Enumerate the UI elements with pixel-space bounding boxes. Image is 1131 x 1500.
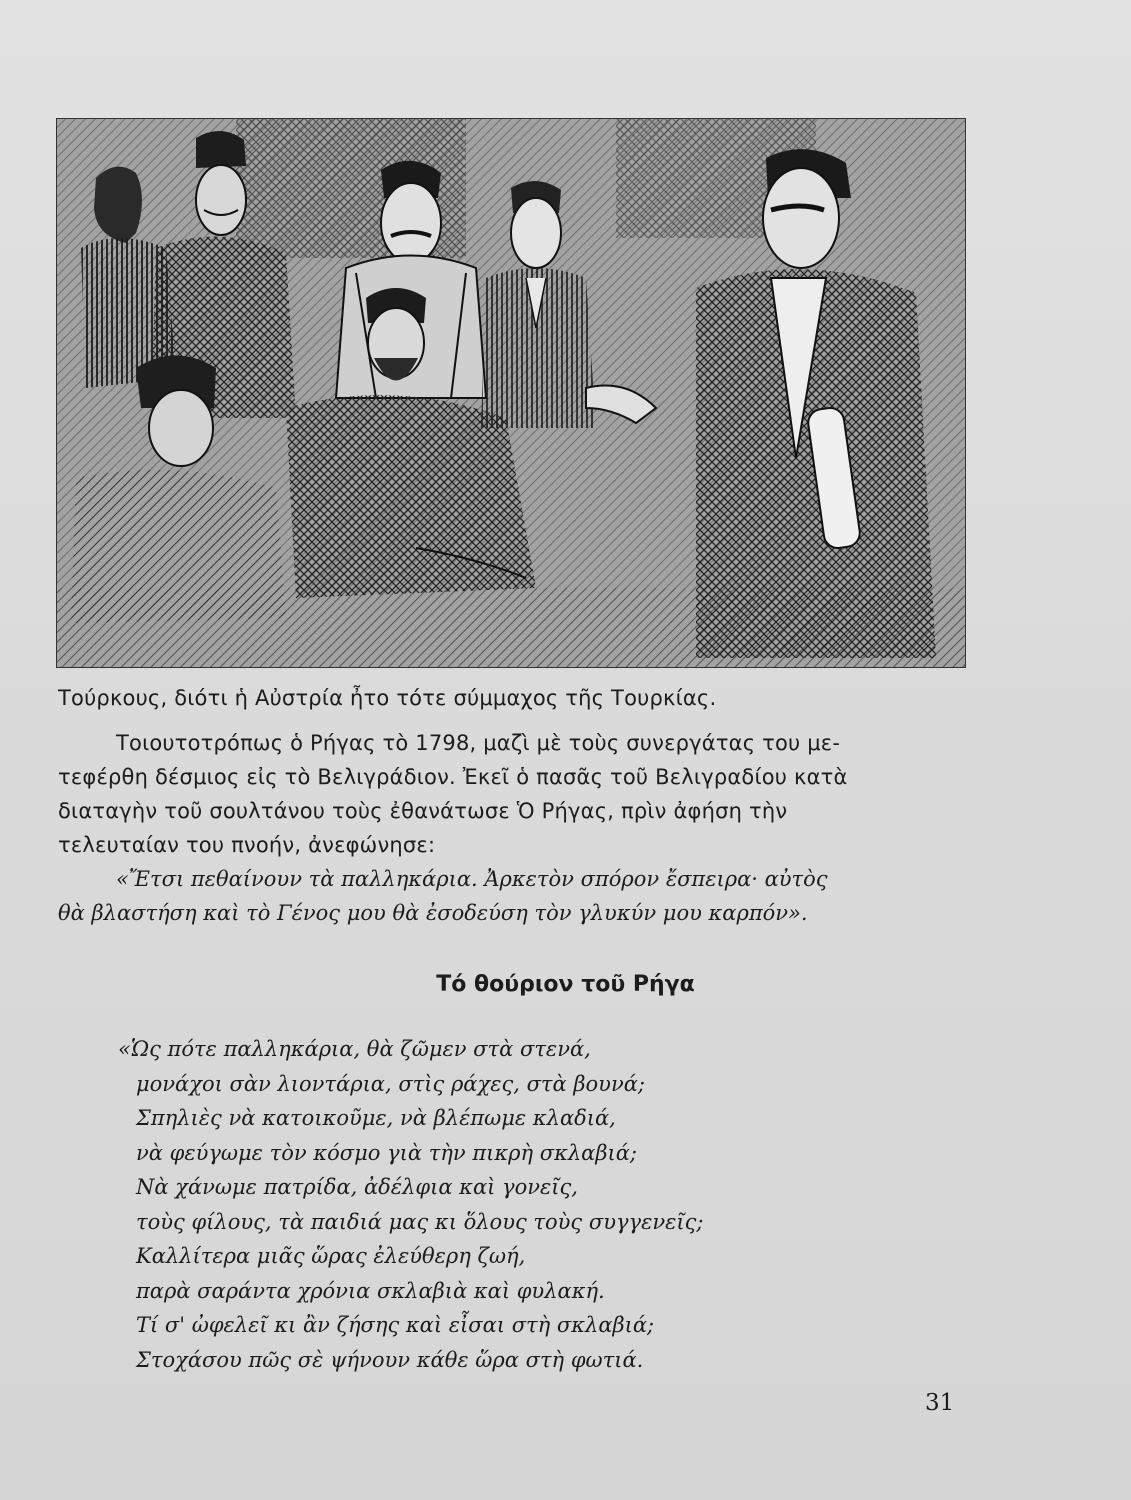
poem-line: Καλλίτερα μιᾶς ὥρας ἐλεύθερη ζωή, — [136, 1244, 526, 1268]
section-heading: Τό θούριον τοῦ Ρήγα — [436, 972, 695, 997]
quote-line: θὰ βλαστήση καὶ τὸ Γένος μου θὰ ἐσοδεύση τὸν γλυκύν μου καρπόν». — [58, 901, 808, 925]
body-line: Τούρκους, διότι ἡ Αὐστρία ἦτο τότε σύμμαχος τῆς Τουρκίας. — [58, 686, 717, 710]
engraving-illustration — [56, 118, 966, 668]
rigas-quote — [58, 862, 948, 930]
body-line: τεφέρθη δέσμιος εἰς τὸ Βελιγράδιον. Ἐκεῖ ὁ πασᾶς τοῦ Βελιγραδίου κατὰ — [58, 765, 848, 789]
poem-line: τοὺς φίλους, τὰ παιδιά μας κι ὅλους τοὺς συγγενεῖς; — [136, 1209, 704, 1234]
poem-line: νὰ φεύγωμε τὸν κόσμο γιὰ τὴν πικρὴ σκλαβιά; — [136, 1140, 637, 1165]
body-line: διαταγὴν τοῦ σουλτάνου τοὺς ἐθανάτωσε Ὁ Ρήγας, πρὶν ἀφήση τὴν — [58, 799, 788, 823]
page-number: 31 — [925, 1390, 955, 1416]
poem-line: παρὰ σαράντα χρόνια σκλαβιὰ καὶ φυλακή. — [136, 1278, 605, 1303]
body-paragraph — [58, 726, 948, 862]
poem-line: Τί σ' ὠφελεῖ κι ἂν ζήσης καὶ εἶσαι στὴ σκλαβιά; — [136, 1313, 655, 1337]
poem-line: Σπηλιὲς νὰ κατοικοῦμε, νὰ βλέπωμε κλαδιά, — [136, 1106, 616, 1130]
body-line: Τοιουτοτρόπως ὁ Ρήγας τὸ 1798, μαζὶ μὲ τοὺς συνεργάτας του με- — [116, 731, 841, 755]
poem-line: μονάχοι σὰν λιοντάρια, στὶς ράχες, στὰ βουνά; — [136, 1071, 645, 1096]
poem-line: Στοχάσου πῶς σὲ ψήνουν κάθε ὥρα στὴ φωτιά. — [136, 1347, 644, 1372]
poem-thourios — [118, 1032, 703, 1377]
poem-line: «Ὡς πότε παλληκάρια, θὰ ζῶμεν στὰ στενά, — [118, 1037, 591, 1061]
body-paragraph-continued — [58, 681, 948, 715]
body-line: τελευταίαν του πνοήν, ἀνεφώνησε: — [58, 833, 436, 857]
quote-line: «Ἔτσι πεθαίνουν τὰ παλληκάρια. Ἀρκετὸν σπόρον ἔσπειρα· αὐτὸς — [116, 867, 828, 891]
poem-line: Νὰ χάνωμε πατρίδα, ἀδέλφια καὶ γονεῖς, — [136, 1175, 578, 1199]
